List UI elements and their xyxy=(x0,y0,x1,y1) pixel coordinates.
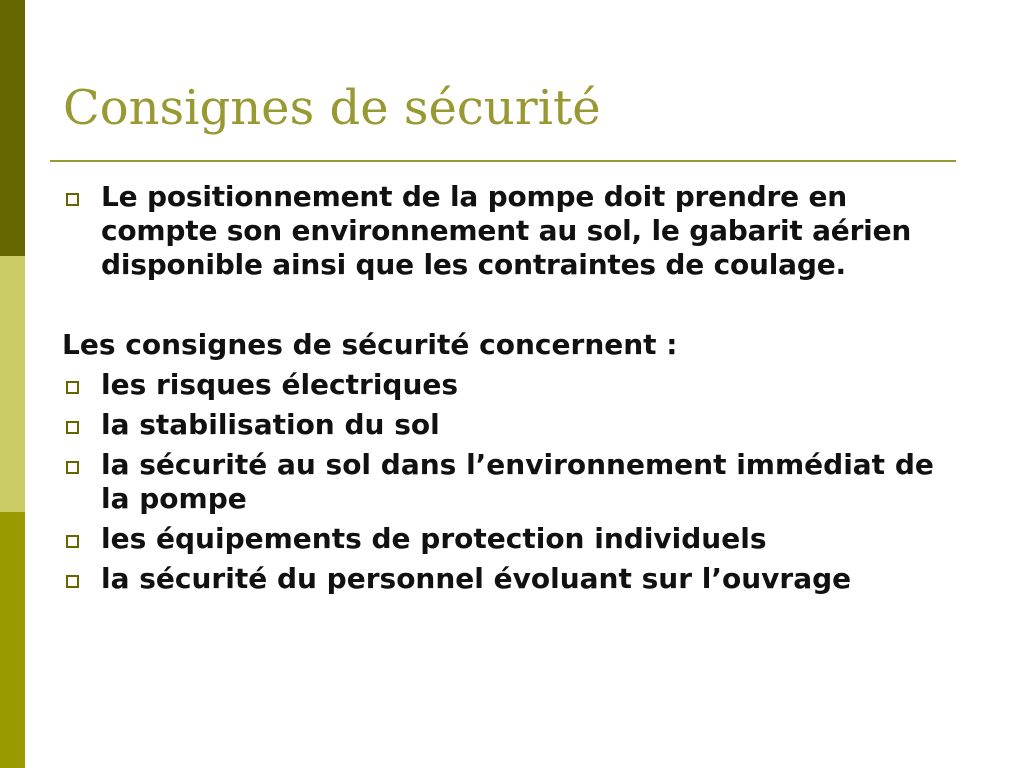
bullet-item xyxy=(62,562,962,596)
bullet-text: la sécurité du personnel évoluant sur l’ouvrage xyxy=(101,562,852,595)
square-bullet-icon xyxy=(66,381,79,394)
bullet-item xyxy=(62,522,962,556)
square-bullet-icon xyxy=(66,421,79,434)
bullet-item-positioning xyxy=(62,180,962,282)
bullet-text: la sécurité au sol dans l’environnement immédiat de la pompe xyxy=(101,448,934,515)
bullet-text: les équipements de protection individuels xyxy=(101,522,767,555)
side-bar-bottom xyxy=(0,512,25,768)
bullet-text: la stabilisation du sol xyxy=(101,408,440,441)
square-bullet-icon xyxy=(66,461,79,474)
side-bar-top xyxy=(0,0,25,256)
square-bullet-icon xyxy=(66,535,79,548)
side-bar-middle xyxy=(0,256,25,512)
slide-title: Consignes de sécurité xyxy=(63,80,601,136)
intro-text: Les consignes de sécurité concernent : xyxy=(62,328,678,361)
bullet-item xyxy=(62,408,962,442)
bullet-text: Le positionnement de la pompe doit prendre en compte son environnement au sol, le gabarit aérien disponible ainsi que les contraintes de coulage. xyxy=(101,180,912,281)
bullet-item xyxy=(62,448,962,516)
square-bullet-icon xyxy=(66,193,79,206)
square-bullet-icon xyxy=(66,575,79,588)
title-underline xyxy=(50,160,956,162)
bullet-text: les risques électriques xyxy=(101,368,459,401)
slide-body xyxy=(62,180,962,602)
bullet-item xyxy=(62,368,962,402)
